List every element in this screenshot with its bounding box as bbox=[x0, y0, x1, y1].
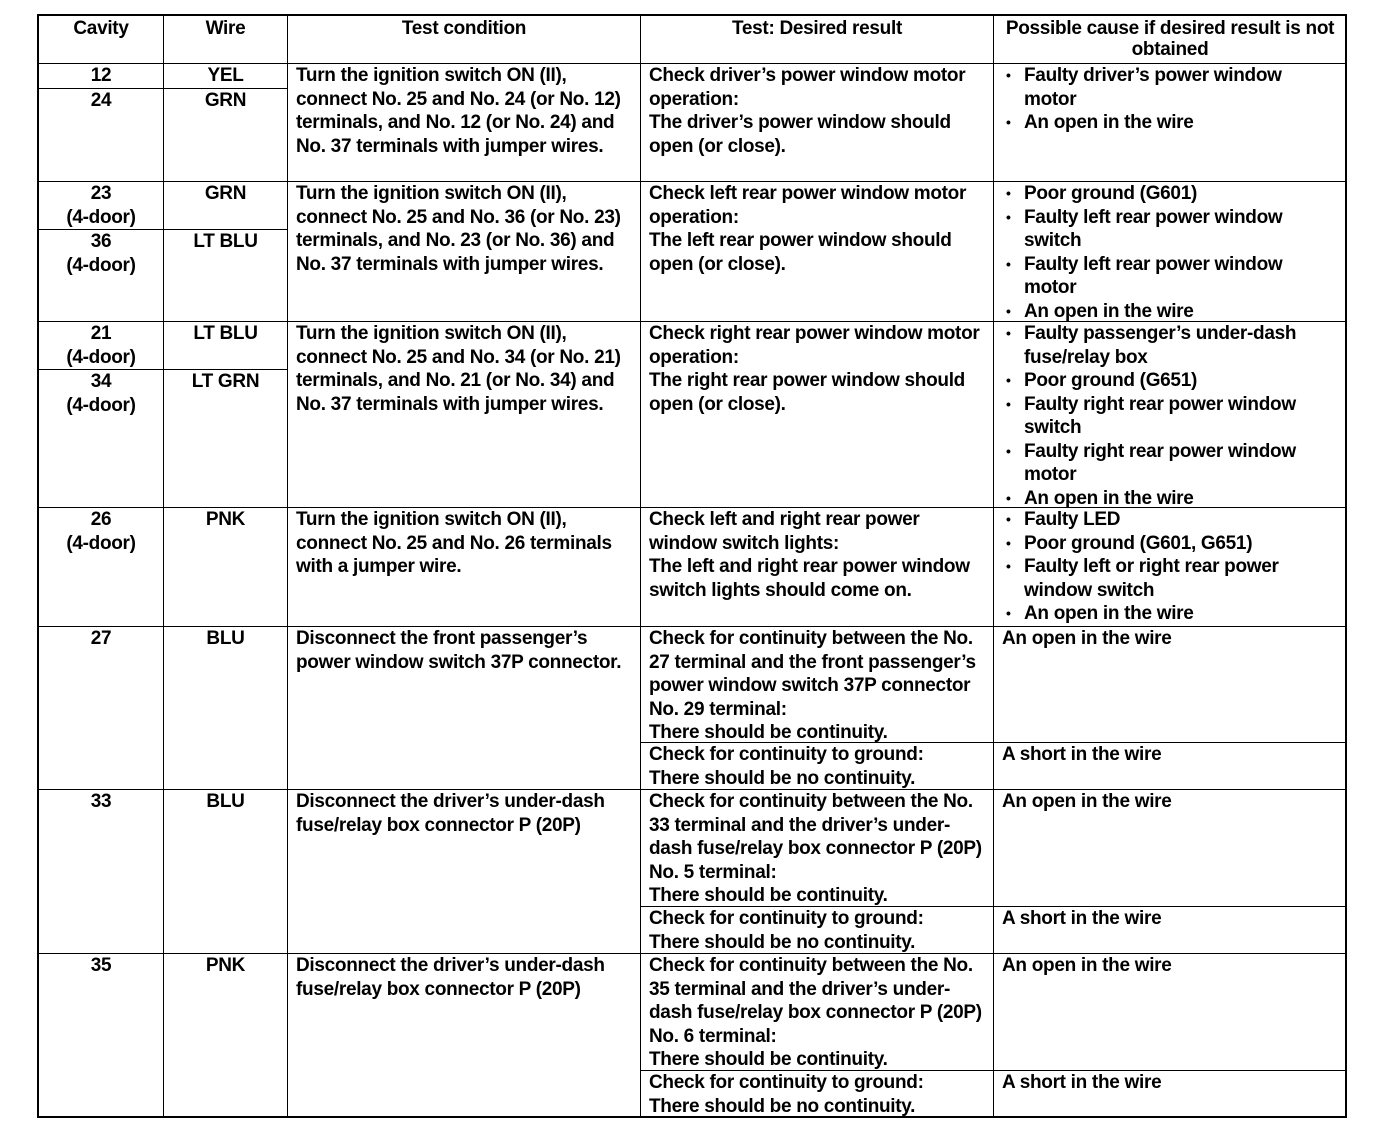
cavity-number: 12 bbox=[90, 65, 112, 86]
desired-result-text: There should be no continuity. bbox=[649, 1095, 916, 1117]
desired-result-text: The left rear power window should open (or close). bbox=[649, 230, 952, 275]
desired-result-text: There should be no continuity. bbox=[649, 767, 916, 789]
header-test-condition: Test condition bbox=[287, 15, 641, 64]
cause-item: • Faulty left rear power window motor bbox=[1002, 253, 1338, 300]
wire-color: LT GRN bbox=[191, 371, 260, 392]
possible-cause-cell bbox=[993, 507, 1347, 627]
header-cavity: Cavity bbox=[38, 15, 164, 64]
desired-result-cell bbox=[640, 1070, 994, 1118]
cavity-number: 33 bbox=[90, 791, 112, 812]
test-condition-cell bbox=[287, 63, 641, 182]
test-condition-cell bbox=[287, 181, 641, 322]
cavity-cell bbox=[38, 229, 164, 322]
cause-list bbox=[1002, 64, 1338, 135]
cause-text: An open in the wire bbox=[1002, 791, 1172, 812]
desired-result-text: The right rear power window should open (or close). bbox=[649, 370, 965, 415]
cause-item: • Faulty right rear power window switch bbox=[1002, 393, 1338, 440]
wire-color: LT BLU bbox=[193, 231, 258, 252]
desired-result-text: The left and right rear power window switch lights should come on. bbox=[649, 556, 970, 601]
header-desired-result: Test: Desired result bbox=[640, 15, 994, 64]
test-condition-text: Turn the ignition switch ON (II), connect No. 25 and No. 24 (or No. 12) terminals, and No. 12 (or No. 24) and No. 37 terminals with jumper wires. bbox=[296, 65, 621, 157]
wire-cell bbox=[163, 229, 288, 322]
desired-result-text: Check left rear power window motor operation: bbox=[649, 183, 967, 228]
wire-color: BLU bbox=[206, 791, 245, 812]
cause-item: • Faulty passenger’s under-dash fuse/relay box bbox=[1002, 322, 1338, 369]
test-condition-text: Turn the ignition switch ON (II), connect No. 25 and No. 34 (or No. 21) terminals, and No. 21 (or No. 34) and No. 37 terminals with jumper wires. bbox=[296, 323, 621, 415]
cause-item: • Poor ground (G601) bbox=[1002, 182, 1338, 206]
desired-result-text: Check left and right rear power window switch lights: bbox=[649, 509, 920, 554]
wire-color: PNK bbox=[205, 955, 246, 976]
cavity-number: 24 bbox=[90, 90, 112, 111]
cavity-number: 35 bbox=[90, 955, 112, 976]
wire-cell bbox=[163, 953, 288, 1118]
wire-cell bbox=[163, 789, 288, 954]
cavity-cell bbox=[38, 181, 164, 230]
desired-result-text: Check right rear power window motor operation: bbox=[649, 323, 980, 368]
desired-result-cell bbox=[640, 742, 994, 790]
wire-color: GRN bbox=[204, 183, 247, 204]
header-possible-cause: Possible cause if desired result is not obtained bbox=[993, 15, 1347, 64]
desired-result-cell bbox=[640, 789, 994, 907]
cavity-cell bbox=[38, 626, 164, 790]
cause-text: A short in the wire bbox=[1002, 1072, 1162, 1093]
cause-text: An open in the wire bbox=[1002, 955, 1172, 976]
cause-list bbox=[1002, 182, 1338, 322]
desired-result-text: There should be continuity. bbox=[649, 1049, 888, 1070]
test-condition-text: Turn the ignition switch ON (II), connect No. 25 and No. 36 (or No. 23) terminals, and No. 23 (or No. 36) and No. 37 terminals with jumper wires. bbox=[296, 183, 621, 275]
cavity-cell bbox=[38, 321, 164, 370]
wire-cell bbox=[163, 507, 288, 627]
desired-result-text: The driver’s power window should open (or close). bbox=[649, 112, 951, 157]
cavity-door-note: (4-door) bbox=[66, 254, 136, 276]
cause-item: • Faulty left rear power window switch bbox=[1002, 206, 1338, 253]
cavity-cell bbox=[38, 369, 164, 508]
cavity-number: 21 bbox=[90, 323, 112, 344]
possible-cause-cell bbox=[993, 626, 1347, 743]
desired-result-cell bbox=[640, 906, 994, 954]
test-condition-cell bbox=[287, 507, 641, 627]
cavity-number: 26 bbox=[90, 509, 112, 530]
cause-list bbox=[1002, 322, 1338, 508]
cavity-door-note: (4-door) bbox=[66, 394, 136, 416]
cause-item: • Poor ground (G651) bbox=[1002, 369, 1338, 393]
wire-cell bbox=[163, 321, 288, 370]
cause-item: • An open in the wire bbox=[1002, 300, 1338, 323]
header-wire: Wire bbox=[163, 15, 288, 64]
cause-item: • Faulty driver’s power window motor bbox=[1002, 64, 1338, 111]
possible-cause-cell bbox=[993, 906, 1347, 954]
possible-cause-cell bbox=[993, 1070, 1347, 1118]
possible-cause-cell bbox=[993, 63, 1347, 182]
possible-cause-cell bbox=[993, 742, 1347, 790]
wire-cell bbox=[163, 626, 288, 790]
test-condition-text: Disconnect the front passenger’s power window switch 37P connector. bbox=[296, 628, 622, 673]
desired-result-text: Check driver’s power window motor operation: bbox=[649, 65, 966, 110]
desired-result-cell bbox=[640, 63, 994, 182]
wire-color: YEL bbox=[207, 65, 244, 86]
test-condition-cell bbox=[287, 953, 641, 1118]
cavity-cell bbox=[38, 507, 164, 627]
wire-color: GRN bbox=[204, 90, 247, 111]
wire-cell bbox=[163, 88, 288, 182]
cavity-number: 36 bbox=[90, 231, 112, 252]
desired-result-cell bbox=[640, 507, 994, 627]
desired-result-text: There should be continuity. bbox=[649, 722, 888, 743]
possible-cause-cell bbox=[993, 181, 1347, 322]
cavity-cell bbox=[38, 953, 164, 1118]
desired-result-cell bbox=[640, 953, 994, 1071]
wire-cell bbox=[163, 63, 288, 89]
wire-cell bbox=[163, 181, 288, 230]
possible-cause-cell bbox=[993, 789, 1347, 907]
desired-result-text: Check for continuity to ground: bbox=[649, 744, 924, 765]
cavity-number: 34 bbox=[90, 371, 112, 392]
desired-result-text: Check for continuity to ground: bbox=[649, 908, 924, 929]
cause-text: A short in the wire bbox=[1002, 744, 1162, 765]
desired-result-cell bbox=[640, 626, 994, 743]
cause-item: • An open in the wire bbox=[1002, 487, 1338, 509]
cavity-door-note: (4-door) bbox=[66, 532, 136, 554]
cause-item: • An open in the wire bbox=[1002, 602, 1338, 626]
possible-cause-cell bbox=[993, 953, 1347, 1071]
cavity-cell bbox=[38, 88, 164, 182]
cause-item: • An open in the wire bbox=[1002, 111, 1338, 135]
desired-result-text: Check for continuity to ground: bbox=[649, 1072, 924, 1093]
cavity-number: 23 bbox=[90, 183, 112, 204]
cause-item: • Faulty LED bbox=[1002, 508, 1338, 532]
cause-item: • Faulty left or right rear power window switch bbox=[1002, 555, 1338, 602]
cause-item: • Poor ground (G601, G651) bbox=[1002, 532, 1338, 556]
wire-color: BLU bbox=[206, 628, 245, 649]
test-condition-text: Disconnect the driver’s under-dash fuse/relay box connector P (20P) bbox=[296, 955, 605, 1000]
possible-cause-cell bbox=[993, 321, 1347, 508]
cause-list bbox=[1002, 508, 1338, 626]
desired-result-cell bbox=[640, 321, 994, 508]
wire-color: LT BLU bbox=[193, 323, 258, 344]
test-condition-cell bbox=[287, 321, 641, 508]
test-condition-text: Disconnect the driver’s under-dash fuse/relay box connector P (20P) bbox=[296, 791, 605, 836]
wire-cell bbox=[163, 369, 288, 508]
desired-result-text: There should be continuity. bbox=[649, 885, 888, 906]
desired-result-text: Check for continuity between the No. 27 terminal and the front passenger’s power window switch 37P connector No. 29 terminal: bbox=[649, 628, 976, 720]
cavity-cell bbox=[38, 63, 164, 89]
cavity-door-note: (4-door) bbox=[66, 206, 136, 228]
cause-item: • Faulty right rear power window motor bbox=[1002, 440, 1338, 487]
cavity-cell bbox=[38, 789, 164, 954]
desired-result-text: Check for continuity between the No. 35 terminal and the driver’s under-dash fuse/relay box connector P (20P) No. 6 terminal: bbox=[649, 955, 982, 1047]
test-condition-text: Turn the ignition switch ON (II), connect No. 25 and No. 26 terminals with a jumper wire. bbox=[296, 509, 612, 577]
cause-text: A short in the wire bbox=[1002, 908, 1162, 929]
cavity-door-note: (4-door) bbox=[66, 346, 136, 368]
test-condition-cell bbox=[287, 626, 641, 790]
cavity-number: 27 bbox=[90, 628, 112, 649]
test-condition-cell bbox=[287, 789, 641, 954]
wire-color: PNK bbox=[205, 509, 246, 530]
desired-result-cell bbox=[640, 181, 994, 322]
desired-result-text: There should be no continuity. bbox=[649, 931, 916, 953]
desired-result-text: Check for continuity between the No. 33 terminal and the driver’s under-dash fuse/relay box connector P (20P) No. 5 terminal: bbox=[649, 791, 982, 883]
cause-text: An open in the wire bbox=[1002, 628, 1172, 649]
